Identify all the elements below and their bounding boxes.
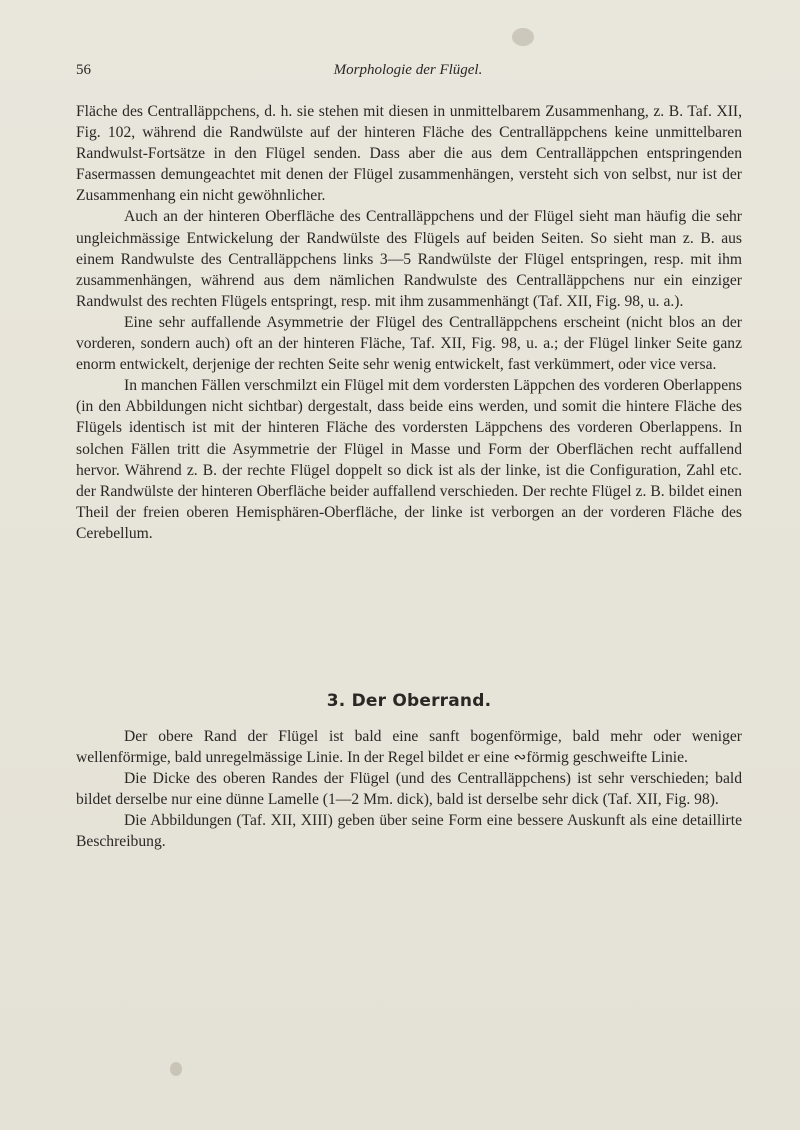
paragraph: Fläche des Centralläppchens, d. h. sie stehen mit diesen in unmittelbarem Zusammenhang, z. B. Taf. XII, Fig. 102, während die Randwülste auf der hinteren Fläche des Centralläppchens keine unmittelbaren Randwulst-Fortsätze in den Flügel senden. Dass aber die aus dem Centralläppchen entspringenden Fasermassen demungeachtet mit denen der Flügel zusammenhängen, versteht sich von selbst, nur ist der Zusammenhang ein nicht gewöhnlicher. — [76, 103, 742, 205]
paragraph: Die Abbildungen (Taf. XII, XIII) geben über seine Form eine bessere Auskunft als eine detaillirte Beschreibung. — [76, 812, 742, 851]
page-number: 56 — [76, 62, 91, 78]
ink-stain — [170, 1062, 182, 1076]
page-header — [76, 62, 740, 84]
paragraph: Auch an der hinteren Oberfläche des Centralläppchens und der Flügel sieht man häufig die sehr ungleichmässige Entwickelung der Randwülste des Flügels auf beiden Seiten. So sieht man z. B. aus einem Randwulste des Centralläppchens links 3—5 Randwülste der Flügel entspringen, resp. mit ihm zusammenhängen, während aus dem nämlichen Randwulste des Centralläppchens nur ein einziger Randwulst des rechten Flügels entspringt, resp. mit ihm zusammenhängt (Taf. XII, Fig. 98, u. a.). — [76, 208, 742, 310]
section-heading: 3. Der Oberrand. — [326, 691, 492, 711]
paragraph: Eine sehr auffallende Asymmetrie der Flügel des Centralläppchens erscheint (nicht blos an der vorderen, sondern auch) oft an der hinteren Fläche, Taf. XII, Fig. 98, u. a.; der Flügel linker Seite ganz enorm entwickelt, derjenige der rechten Seite sehr wenig entwickelt, fast verkümmert, oder vice versa. — [76, 313, 742, 374]
paragraph: Die Dicke des oberen Randes der Flügel (und des Centralläppchens) ist sehr verschieden; bald bildet derselbe nur eine dünne Lamelle (1—2 Mm. dick), bald ist derselbe sehr dick (Taf. XII, Fig. 98). — [76, 770, 742, 809]
ink-stain — [512, 28, 534, 46]
running-head: Morphologie der Flügel. — [333, 62, 483, 78]
paragraph: Der obere Rand der Flügel ist bald eine sanft bogenförmige, bald mehr oder weniger wellenförmige, bald unregelmässige Linie. In der Regel bildet er eine ∾förmig geschweifte Linie. — [76, 728, 742, 767]
section-text — [76, 726, 742, 853]
paragraph: In manchen Fällen verschmilzt ein Flügel mit dem vordersten Läppchen des vorderen Oberlappens (in den Abbildungen nicht sichtbar) dergestalt, dass beide eins werden, und somit die hintere Fläche des Flügels identisch ist mit der hinteren Fläche des vordersten Läppchens des vorderen Oberlappens. In solchen Fällen tritt die Asymmetrie der Flügel in Masse und Form der Oberflächen recht auffallend hervor. Während z. B. der rechte Flügel doppelt so dick ist als der linke, ist die Configuration, Zahl etc. der Randwülste der hinteren Oberfläche beider auffallend verschieden. Der rechte Flügel z. B. bildet einen Theil der freien oberen Hemisphären-Oberfläche, der linke ist verborgen an der vorderen Fläche des Cerebellum. — [76, 377, 742, 542]
main-text — [76, 101, 742, 544]
